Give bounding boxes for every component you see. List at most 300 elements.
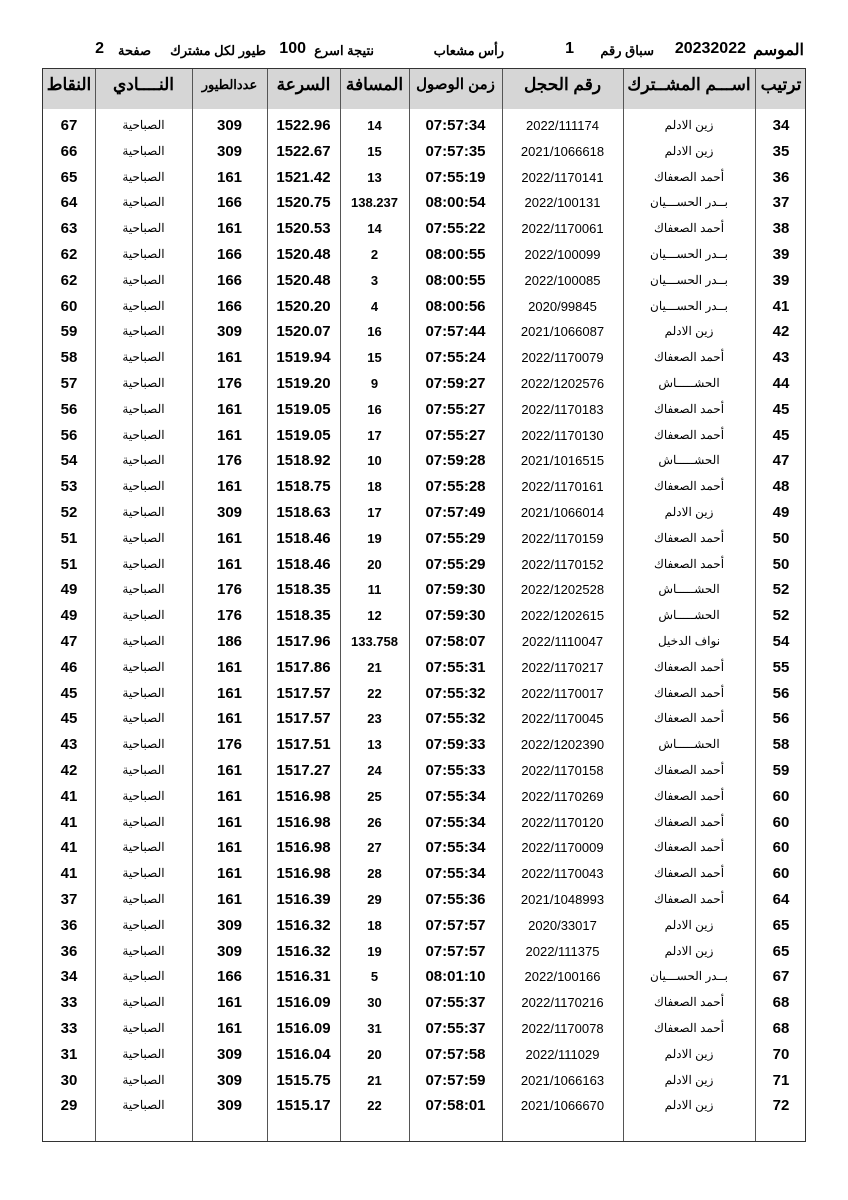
time-cell: 07:55:24: [425, 349, 486, 367]
distance-cell: 18: [367, 479, 382, 495]
speed-cell: 1518.92: [276, 452, 331, 470]
ring-cell: 2022/111029: [525, 1046, 600, 1062]
name-cell: أحمد الصعفاك: [653, 556, 725, 571]
name-cell: أحمد الصعفاك: [653, 685, 725, 700]
result-label: نتيجة اسرع: [314, 43, 374, 58]
table-row: [43, 474, 805, 500]
points-cell: 29: [60, 1097, 78, 1115]
rank-cell: 72: [772, 1097, 790, 1115]
speed-cell: 1519.05: [276, 400, 331, 418]
distance-cell: 31: [367, 1021, 382, 1036]
count-cell: 176: [216, 452, 243, 470]
points-cell: 59: [60, 323, 78, 341]
rank-cell: 34: [772, 117, 790, 134]
ring-cell: 2022/1170079: [521, 350, 604, 366]
name-cell: بــدر الحســـيان: [650, 247, 728, 261]
club-cell: الصباحية: [122, 943, 165, 958]
count-cell: 176: [216, 736, 243, 754]
table-row: [43, 887, 805, 913]
count-cell: 161: [216, 658, 243, 676]
club-cell: الصباحية: [122, 324, 165, 339]
rank-cell: 56: [772, 684, 790, 702]
rank-cell: 39: [772, 246, 790, 263]
points-cell: 30: [60, 1071, 78, 1089]
time-cell: 07:59:28: [425, 452, 486, 470]
distance-cell: 28: [367, 866, 382, 882]
name-cell: زين الادلم: [664, 943, 714, 958]
count-cell: 176: [216, 375, 243, 392]
time-cell: 07:55:27: [425, 426, 486, 444]
ring-cell: 2021/1066163: [520, 1072, 605, 1088]
speed-cell: 1516.09: [276, 994, 331, 1012]
ring-cell: 2021/1066014: [520, 505, 605, 520]
birds-label: طيور لكل مشترك: [170, 43, 266, 58]
club-cell: الصباحية: [122, 530, 165, 545]
ring-cell: 2022/1110047: [521, 634, 604, 649]
time-cell: 07:59:30: [425, 607, 486, 625]
table-row: [43, 552, 805, 578]
club-cell: الصباحية: [122, 556, 165, 571]
table-row: [43, 216, 805, 242]
time-cell: 07:57:58: [425, 1045, 486, 1063]
name-cell: أحمد الصعفاك: [653, 659, 725, 674]
club-cell: الصباحية: [122, 247, 165, 261]
distance-cell: 22: [367, 685, 382, 701]
time-cell: 07:55:34: [425, 813, 486, 831]
points-cell: 46: [60, 658, 78, 676]
ring-cell: 2022/1170009: [521, 840, 604, 856]
points-cell: 49: [60, 607, 78, 625]
time-cell: 07:55:32: [425, 710, 486, 728]
speed-cell: 1516.98: [276, 839, 331, 857]
speed-cell: 1518.46: [276, 529, 331, 547]
table-row: [43, 577, 805, 603]
rank-cell: 37: [772, 194, 790, 212]
ring-cell: 2022/1170045: [521, 711, 604, 727]
speed-cell: 1516.98: [276, 813, 331, 831]
name-cell: أحمد الصعفاك: [653, 401, 725, 416]
table-row: [43, 294, 805, 320]
rank-cell: 58: [772, 736, 790, 754]
col-name: اســـم المشــترك: [627, 75, 751, 94]
ring-cell: 2022/1170183: [521, 401, 604, 417]
club-cell: الصباحية: [122, 917, 165, 932]
rank-cell: 60: [772, 813, 790, 831]
birds-value: 100: [279, 40, 306, 57]
count-cell: 161: [216, 813, 243, 831]
name-cell: زين الادلم: [664, 1098, 714, 1113]
table-row: [43, 397, 805, 423]
speed-cell: 1516.31: [276, 968, 331, 986]
name-cell: زين الادلم: [664, 324, 714, 339]
name-cell: أحمد الصعفاك: [653, 840, 725, 855]
club-cell: الصباحية: [122, 401, 165, 416]
club-cell: الصباحية: [122, 427, 165, 442]
points-cell: 41: [60, 865, 78, 883]
time-cell: 07:59:33: [425, 736, 486, 754]
season-label: الموسم: [753, 42, 804, 59]
speed-cell: 1520.48: [276, 246, 331, 263]
table-row: [43, 810, 805, 836]
distance-cell: 9: [370, 376, 379, 391]
points-cell: 36: [60, 916, 78, 934]
count-cell: 161: [216, 426, 243, 444]
count-cell: 161: [216, 891, 243, 908]
ring-cell: 2022/100166: [524, 969, 601, 985]
speed-cell: 1522.96: [276, 117, 331, 134]
distance-cell: 15: [367, 143, 382, 159]
count-cell: 161: [216, 839, 243, 857]
points-cell: 57: [60, 375, 78, 392]
name-cell: أحمد الصعفاك: [653, 479, 725, 494]
ring-cell: 2022/100085: [524, 272, 601, 288]
count-cell: 309: [216, 1045, 243, 1063]
name-cell: بــدر الحســـيان: [650, 298, 728, 313]
report-header: [44, 40, 804, 66]
results-table: [42, 68, 806, 1142]
ring-cell: 2021/1066087: [520, 324, 605, 340]
table-row: [43, 268, 805, 294]
table-row: [43, 345, 805, 371]
club-cell: الصباحية: [122, 143, 165, 158]
points-cell: 41: [60, 813, 78, 831]
col-ring: رقم الحجل: [523, 75, 602, 94]
club-cell: الصباحية: [122, 1098, 165, 1113]
rank-cell: 45: [772, 400, 790, 418]
speed-cell: 1520.75: [276, 194, 331, 212]
name-cell: أحمد الصعفاك: [653, 788, 725, 803]
speed-cell: 1519.05: [276, 426, 331, 444]
distance-cell: 3: [370, 272, 379, 288]
distance-cell: 10: [367, 453, 382, 469]
club-cell: الصباحية: [122, 582, 165, 597]
table-row: [43, 242, 805, 268]
distance-cell: 19: [367, 943, 382, 959]
count-cell: 161: [216, 400, 243, 418]
speed-cell: 1516.39: [276, 891, 331, 908]
name-cell: زين الادلم: [664, 505, 714, 519]
points-cell: 60: [60, 297, 78, 315]
ring-cell: 2022/1202390: [520, 737, 605, 753]
distance-cell: 14: [367, 118, 382, 133]
club-cell: الصباحية: [122, 634, 165, 648]
points-cell: 45: [60, 710, 78, 728]
table-row: [43, 964, 805, 990]
points-cell: 52: [60, 504, 78, 521]
distance-cell: 13: [367, 737, 382, 753]
distance-cell: 13: [367, 169, 382, 185]
count-cell: 309: [216, 1071, 243, 1089]
table-row: [43, 939, 805, 965]
club-cell: الصباحية: [122, 1021, 165, 1035]
ring-cell: 2022/1170216: [521, 995, 604, 1011]
name-cell: زين الادلم: [664, 143, 714, 158]
time-cell: 07:55:29: [425, 555, 486, 573]
table-header: [43, 69, 805, 109]
time-cell: 07:55:34: [425, 787, 486, 805]
points-cell: 65: [60, 168, 78, 186]
distance-cell: 18: [367, 917, 382, 933]
col-count: عددالطيور: [201, 77, 258, 92]
name-cell: أحمد الصعفاك: [653, 711, 725, 726]
name-cell: زين الادلم: [664, 1046, 714, 1061]
rank-cell: 64: [772, 891, 790, 908]
table-row: [43, 603, 805, 629]
count-cell: 161: [216, 555, 243, 573]
rank-cell: 55: [772, 658, 790, 676]
rank-cell: 47: [772, 452, 790, 470]
time-cell: 07:57:59: [425, 1071, 486, 1089]
race-value: 1: [565, 40, 574, 57]
distance-cell: 2: [370, 247, 379, 262]
name-cell: زين الادلم: [664, 917, 714, 932]
ring-cell: 2022/1170158: [521, 763, 604, 778]
club-cell: الصباحية: [122, 892, 165, 906]
ring-cell: 2022/1202576: [520, 376, 605, 391]
table-row: [43, 500, 805, 526]
count-cell: 161: [216, 710, 243, 728]
points-cell: 41: [60, 787, 78, 805]
rank-cell: 35: [772, 142, 790, 160]
club-cell: الصباحية: [122, 453, 165, 468]
distance-cell: 4: [370, 298, 379, 314]
speed-cell: 1517.57: [276, 710, 331, 728]
club-cell: الصباحية: [122, 221, 165, 236]
name-cell: أحمد الصعفاك: [653, 350, 725, 365]
distance-cell: 14: [367, 221, 382, 237]
count-cell: 186: [216, 633, 243, 650]
points-cell: 67: [60, 117, 78, 134]
table-row: [43, 681, 805, 707]
time-cell: 07:55:31: [425, 658, 486, 676]
speed-cell: 1516.98: [276, 865, 331, 883]
club-cell: الصباحية: [122, 788, 165, 803]
count-cell: 309: [216, 142, 243, 160]
points-cell: 64: [60, 194, 78, 212]
points-cell: 37: [60, 891, 78, 908]
count-cell: 166: [216, 246, 243, 263]
ring-cell: 2021/1016515: [520, 453, 605, 469]
points-cell: 33: [60, 994, 78, 1012]
count-cell: 166: [216, 271, 243, 289]
time-cell: 07:55:32: [425, 684, 486, 702]
name-cell: الحشـــــاش: [658, 737, 720, 752]
race-label: سباق رقم: [600, 43, 654, 58]
ring-cell: 2022/1170141: [521, 169, 604, 185]
table-row: [43, 139, 805, 165]
speed-cell: 1518.63: [276, 504, 331, 521]
points-cell: 42: [60, 762, 78, 779]
distance-cell: 22: [367, 1098, 382, 1114]
rank-cell: 60: [772, 839, 790, 857]
ring-cell: 2021/1066618: [520, 143, 605, 159]
club-cell: الصباحية: [122, 1072, 165, 1087]
ring-cell: 2020/99845: [528, 298, 597, 314]
ring-cell: 2021/1048993: [520, 892, 605, 907]
rank-cell: 60: [772, 787, 790, 805]
points-cell: 58: [60, 349, 78, 367]
col-time: زمن الوصول: [416, 76, 495, 93]
club-cell: الصباحية: [122, 711, 165, 726]
ring-cell: 2022/1170061: [521, 221, 604, 237]
name-cell: أحمد الصعفاك: [653, 814, 725, 829]
club-cell: الصباحية: [122, 505, 165, 519]
table-row: [43, 1068, 805, 1094]
time-cell: 07:55:27: [425, 400, 486, 418]
time-cell: 07:58:07: [425, 633, 486, 650]
name-cell: أحمد الصعفاك: [653, 427, 725, 442]
rank-cell: 70: [772, 1045, 790, 1063]
rank-cell: 50: [772, 555, 790, 573]
speed-cell: 1516.32: [276, 916, 331, 934]
club-cell: الصباحية: [122, 866, 165, 881]
name-cell: أحمد الصعفاك: [653, 763, 725, 777]
table-row: [43, 732, 805, 758]
speed-cell: 1517.27: [276, 762, 331, 779]
count-cell: 161: [216, 478, 243, 496]
time-cell: 08:01:10: [425, 968, 486, 986]
points-cell: 34: [60, 968, 78, 986]
col-rank: ترتيب: [760, 75, 802, 94]
club-cell: الصباحية: [122, 608, 165, 623]
table-row: [43, 706, 805, 732]
points-cell: 49: [60, 581, 78, 599]
table-row: [43, 371, 805, 397]
time-cell: 07:57:49: [425, 504, 486, 521]
speed-cell: 1518.46: [276, 555, 331, 573]
table-row: [43, 784, 805, 810]
table-row: [43, 629, 805, 655]
time-cell: 07:55:34: [425, 839, 486, 857]
table-row: [43, 913, 805, 939]
count-cell: 309: [216, 1097, 243, 1115]
name-cell: الحشـــــاش: [658, 582, 720, 597]
time-cell: 08:00:55: [425, 246, 486, 263]
rank-cell: 60: [772, 865, 790, 883]
ring-cell: 2022/1202528: [520, 582, 605, 598]
club-cell: الصباحية: [122, 969, 165, 984]
table-row: [43, 165, 805, 191]
count-cell: 161: [216, 762, 243, 779]
distance-cell: 19: [367, 530, 382, 546]
speed-cell: 1518.35: [276, 607, 331, 625]
ring-cell: 2022/1170269: [521, 788, 604, 804]
speed-cell: 1520.20: [276, 297, 331, 315]
table-row: [43, 990, 805, 1016]
distance-cell: 30: [367, 995, 382, 1011]
rank-cell: 42: [772, 323, 790, 341]
club-cell: الصباحية: [122, 685, 165, 700]
ring-cell: 2021/1066670: [520, 1098, 605, 1114]
ring-cell: 2022/1170043: [521, 866, 604, 882]
rank-cell: 71: [772, 1071, 790, 1089]
club-cell: الصباحية: [122, 298, 165, 313]
distance-cell: 26: [367, 814, 382, 830]
rank-cell: 38: [772, 220, 790, 238]
distance-cell: 23: [367, 711, 382, 727]
count-cell: 161: [216, 168, 243, 186]
time-cell: 07:57:57: [425, 916, 486, 934]
name-cell: الحشـــــاش: [658, 608, 720, 623]
table-row: [43, 861, 805, 887]
count-cell: 161: [216, 220, 243, 238]
points-cell: 31: [60, 1045, 78, 1063]
distance-cell: 17: [367, 505, 382, 520]
table-row: [43, 190, 805, 216]
speed-cell: 1516.09: [276, 1020, 331, 1037]
distance-cell: 27: [367, 840, 382, 856]
time-cell: 07:59:27: [425, 375, 486, 392]
club-cell: الصباحية: [122, 195, 165, 210]
count-cell: 161: [216, 1020, 243, 1037]
rank-cell: 48: [772, 478, 790, 496]
ring-cell: 2020/33017: [528, 917, 597, 933]
table-row: [43, 448, 805, 474]
name-cell: أحمد الصعفاك: [653, 1021, 725, 1035]
col-speed: السرعة: [276, 75, 331, 94]
table-row: [43, 1016, 805, 1042]
points-cell: 41: [60, 839, 78, 857]
name-cell: الحشـــــاش: [658, 376, 720, 390]
name-cell: أحمد الصعفاك: [653, 892, 725, 906]
points-cell: 54: [60, 452, 78, 470]
table-row: [43, 655, 805, 681]
count-cell: 161: [216, 529, 243, 547]
ring-cell: 2022/1170152: [521, 556, 604, 572]
ring-cell: 2022/1202615: [520, 608, 605, 624]
location: رأس مشعاب: [433, 43, 504, 58]
table-row: [43, 835, 805, 861]
speed-cell: 1519.20: [276, 375, 331, 392]
distance-cell: 24: [367, 763, 382, 778]
time-cell: 07:55:36: [425, 891, 486, 908]
count-cell: 309: [216, 117, 243, 134]
points-cell: 63: [60, 220, 78, 238]
club-cell: الصباحية: [122, 659, 165, 674]
points-cell: 51: [60, 529, 78, 547]
count-cell: 309: [216, 323, 243, 341]
name-cell: أحمد الصعفاك: [653, 995, 725, 1010]
rank-cell: 36: [772, 168, 790, 186]
table-row: [43, 1093, 805, 1119]
count-cell: 161: [216, 684, 243, 702]
speed-cell: 1517.51: [276, 736, 331, 754]
club-cell: الصباحية: [122, 763, 165, 777]
time-cell: 07:57:57: [425, 942, 486, 960]
table-row: [43, 526, 805, 552]
col-club: النــــادي: [112, 75, 174, 94]
speed-cell: 1516.04: [276, 1045, 331, 1063]
ring-cell: 2022/1170159: [521, 530, 604, 546]
name-cell: بــدر الحســـيان: [650, 969, 728, 984]
rank-cell: 65: [772, 942, 790, 960]
club-cell: الصباحية: [122, 1046, 165, 1061]
rank-cell: 45: [772, 426, 790, 444]
col-distance: المسافة: [345, 75, 404, 94]
time-cell: 08:00:55: [425, 271, 486, 289]
club-cell: الصباحية: [122, 479, 165, 494]
name-cell: الحشـــــاش: [658, 453, 720, 468]
speed-cell: 1522.67: [276, 142, 331, 160]
name-cell: أحمد الصعفاك: [653, 530, 725, 545]
distance-cell: 29: [367, 892, 382, 907]
ring-cell: 2022/1170017: [521, 685, 604, 701]
speed-cell: 1515.17: [276, 1097, 331, 1115]
time-cell: 07:55:34: [425, 865, 486, 883]
time-cell: 07:55:37: [425, 1020, 486, 1037]
rank-cell: 68: [772, 994, 790, 1012]
rank-cell: 56: [772, 710, 790, 728]
